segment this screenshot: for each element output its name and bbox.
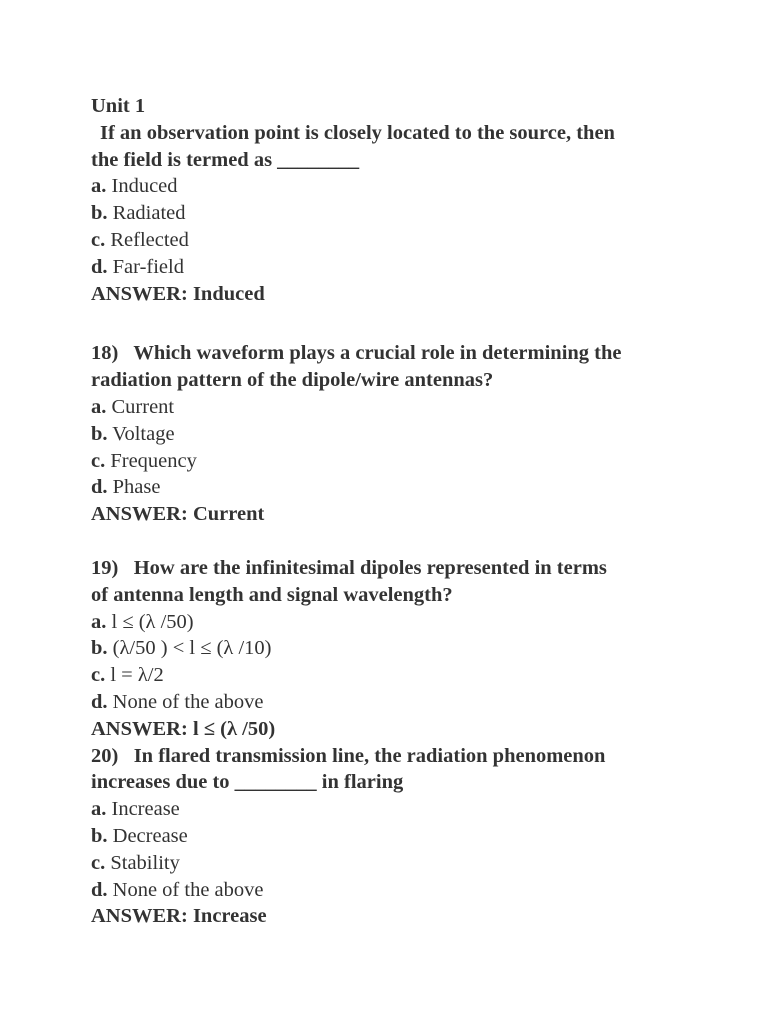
answer-line: ANSWER: l ≤ (λ /50) (91, 717, 276, 740)
option-text: Induced (111, 175, 178, 198)
question-text: of antenna length and signal wavelength? (91, 583, 453, 606)
option-letter: c. (91, 664, 106, 687)
option-a (91, 609, 691, 636)
question-text: the field is termed as ________ (91, 148, 360, 171)
option-d (91, 254, 691, 281)
question-block (91, 120, 691, 308)
option-text: Phase (112, 476, 161, 499)
option-text: Increase (111, 798, 180, 821)
option-text: None of the above (112, 690, 264, 713)
option-c (91, 448, 691, 475)
option-a (91, 394, 691, 421)
option-text: Stability (110, 851, 180, 874)
question-block (91, 555, 691, 743)
question-block (91, 743, 691, 931)
option-text: Frequency (110, 449, 197, 472)
option-letter: b. (91, 202, 108, 225)
answer-line: ANSWER: Current (91, 503, 265, 526)
option-text: (λ/50 ) < l ≤ (λ /10) (112, 637, 272, 660)
option-c (91, 850, 691, 877)
option-d (91, 689, 691, 716)
option-a (91, 796, 691, 823)
option-text: l = λ/2 (110, 664, 164, 687)
document-page (91, 93, 691, 930)
option-c (91, 227, 691, 254)
option-d (91, 877, 691, 904)
option-letter: d. (91, 690, 108, 713)
option-letter: d. (91, 255, 108, 278)
option-letter: d. (91, 878, 108, 901)
option-letter: b. (91, 824, 108, 847)
option-letter: b. (91, 637, 108, 660)
option-letter: c. (91, 851, 106, 874)
option-letter: c. (91, 228, 106, 251)
question-text: radiation pattern of the dipole/wire antennas? (91, 369, 494, 392)
option-text: Voltage (112, 422, 175, 445)
answer-line: ANSWER: Increase (91, 905, 267, 928)
question-text: 20) In flared transmission line, the radiation phenomenon (91, 744, 606, 767)
option-c (91, 662, 691, 689)
option-text: Reflected (110, 228, 189, 251)
unit-heading: Unit 1 (91, 95, 146, 117)
option-text: Far-field (112, 255, 184, 278)
option-a (91, 173, 691, 200)
option-b (91, 635, 691, 662)
question-text: increases due to ________ in flaring (91, 771, 404, 794)
option-letter: a. (91, 798, 107, 821)
option-letter: b. (91, 422, 108, 445)
option-text: Radiated (112, 202, 186, 225)
answer-line: ANSWER: Induced (91, 282, 265, 305)
option-text: Current (111, 395, 175, 418)
option-b (91, 200, 691, 227)
question-block (91, 340, 691, 528)
option-d (91, 474, 691, 501)
option-letter: a. (91, 395, 107, 418)
spacer (91, 307, 691, 340)
option-b (91, 421, 691, 448)
option-text: Decrease (112, 824, 188, 847)
option-letter: a. (91, 610, 107, 633)
option-letter: c. (91, 449, 106, 472)
question-text: 19) How are the infinitesimal dipoles represented in terms (91, 556, 607, 579)
question-text: If an observation point is closely located to the source, then (100, 121, 615, 144)
option-text: l ≤ (λ /50) (111, 610, 194, 633)
option-b (91, 823, 691, 850)
question-text: 18) Which waveform plays a crucial role in determining the (91, 342, 622, 365)
spacer (91, 528, 691, 555)
option-letter: a. (91, 175, 107, 198)
option-text: None of the above (112, 878, 264, 901)
option-letter: d. (91, 476, 108, 499)
